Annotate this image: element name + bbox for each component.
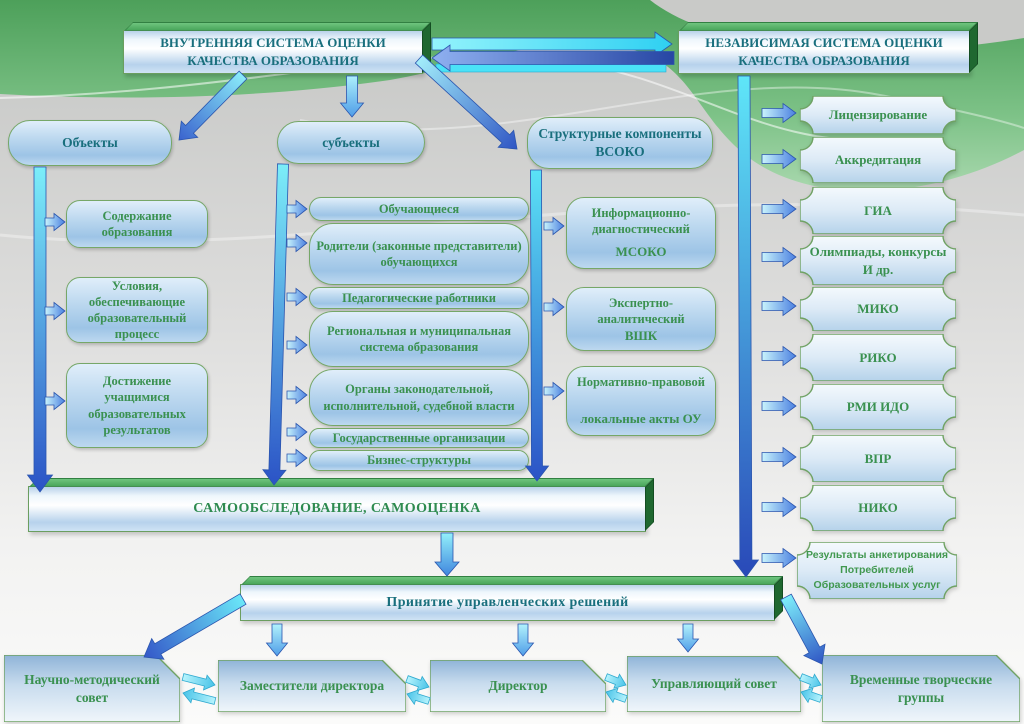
component-code: ВШК [624,327,658,343]
procedure-box [800,287,956,331]
procedure-box [800,96,956,134]
components-header-box [527,117,713,169]
object-item-label: Достижение учащимися образовательных результатов [88,374,186,437]
procedure-label: РМИ ИДО [846,399,910,415]
governance-box [822,655,1020,722]
component-code: локальные акты ОУ [580,411,702,427]
governance-label: Временные творческие группы [849,671,993,705]
object-item-label: Содержание образования [101,208,173,239]
component-item-box [566,197,716,269]
subject-item-box [309,450,529,471]
subject-item-box [309,287,529,309]
governance-box [627,656,801,712]
component-title: Экспертно-аналитический [597,296,685,327]
internal-system-title: ВНУТРЕННЯЯ СИСТЕМА ОЦЕНКИ КАЧЕСТВА ОБРАЗОВАНИЯ [160,35,386,68]
governance-box [218,660,406,712]
procedure-box [800,485,956,531]
subject-item-box [309,197,529,221]
independent-system-box [678,30,970,74]
subject-item-label: Обучающиеся [378,201,460,216]
governance-box [430,660,606,712]
component-item-box [566,366,716,436]
component-code: МСОКО [615,244,667,260]
procedure-label: ГИА [864,202,892,218]
procedure-box [800,137,956,183]
governance-label: Заместители директора [239,678,385,694]
decision-label: Принятие управленческих решений [386,594,629,610]
procedure-label: Олимпиады, конкурсы И др. [809,243,947,277]
objects-label: Объекты [62,135,118,151]
procedure-label: ВПР [864,450,892,466]
object-item-box [66,200,208,248]
subject-item-label: Родители (законные представители) обучающихся [316,238,522,269]
governance-label: Управляющий совет [651,676,777,692]
survey-box [797,542,957,599]
object-item-box [66,277,208,343]
decision-bar [240,584,775,621]
procedure-label: НИКО [858,500,898,516]
subject-item-box [309,428,529,448]
self-assessment-bar [28,486,646,532]
internal-system-box [123,30,423,74]
objects-header-box [8,120,172,166]
procedure-box [800,187,956,234]
subject-item-box [309,311,529,367]
subject-item-label: Педагогические работники [342,290,496,305]
object-item-box [66,363,208,448]
survey-label: Результаты анкетирования Потребителей Образовательных услуг [805,548,949,592]
component-title: Нормативно-правовой [577,375,705,389]
procedure-label: РИКО [859,349,897,365]
procedure-label: Аккредитация [834,152,922,168]
self-assessment-label: САМООБСЛЕДОВАНИЕ, САМООЦЕНКА [193,501,481,516]
subject-item-label: Органы законодательной, исполнительной, судебной власти [323,382,515,413]
procedure-box [800,435,956,482]
procedure-box [800,384,956,430]
independent-system-title: НЕЗАВИСИМАЯ СИСТЕМА ОЦЕНКИ КАЧЕСТВА ОБРАЗОВАНИЯ [705,35,943,68]
component-title: Информационно-диагностический [591,206,691,237]
governance-label: Научно-методический совет [24,671,160,705]
subjects-header-box [277,121,425,164]
governance-label: Директор [488,678,548,694]
subject-item-label: Бизнес-структуры [366,453,472,468]
procedure-label: Лицензирование [828,107,928,123]
subject-item-label: Региональная и муниципальная система образования [327,323,511,354]
subjects-label: субъекты [322,134,380,150]
components-label: Структурные компоненты ВСОКО [538,126,702,159]
object-item-label: Условия, обеспечивающие образовательный процесс [87,278,187,342]
procedure-label: МИКО [857,301,899,317]
governance-box [4,655,180,722]
procedure-box [800,236,956,285]
component-item-box [566,287,716,351]
subject-item-box [309,223,529,285]
subject-item-label: Государственные организации [332,430,506,445]
procedure-box [800,334,956,381]
subject-item-box [309,369,529,426]
